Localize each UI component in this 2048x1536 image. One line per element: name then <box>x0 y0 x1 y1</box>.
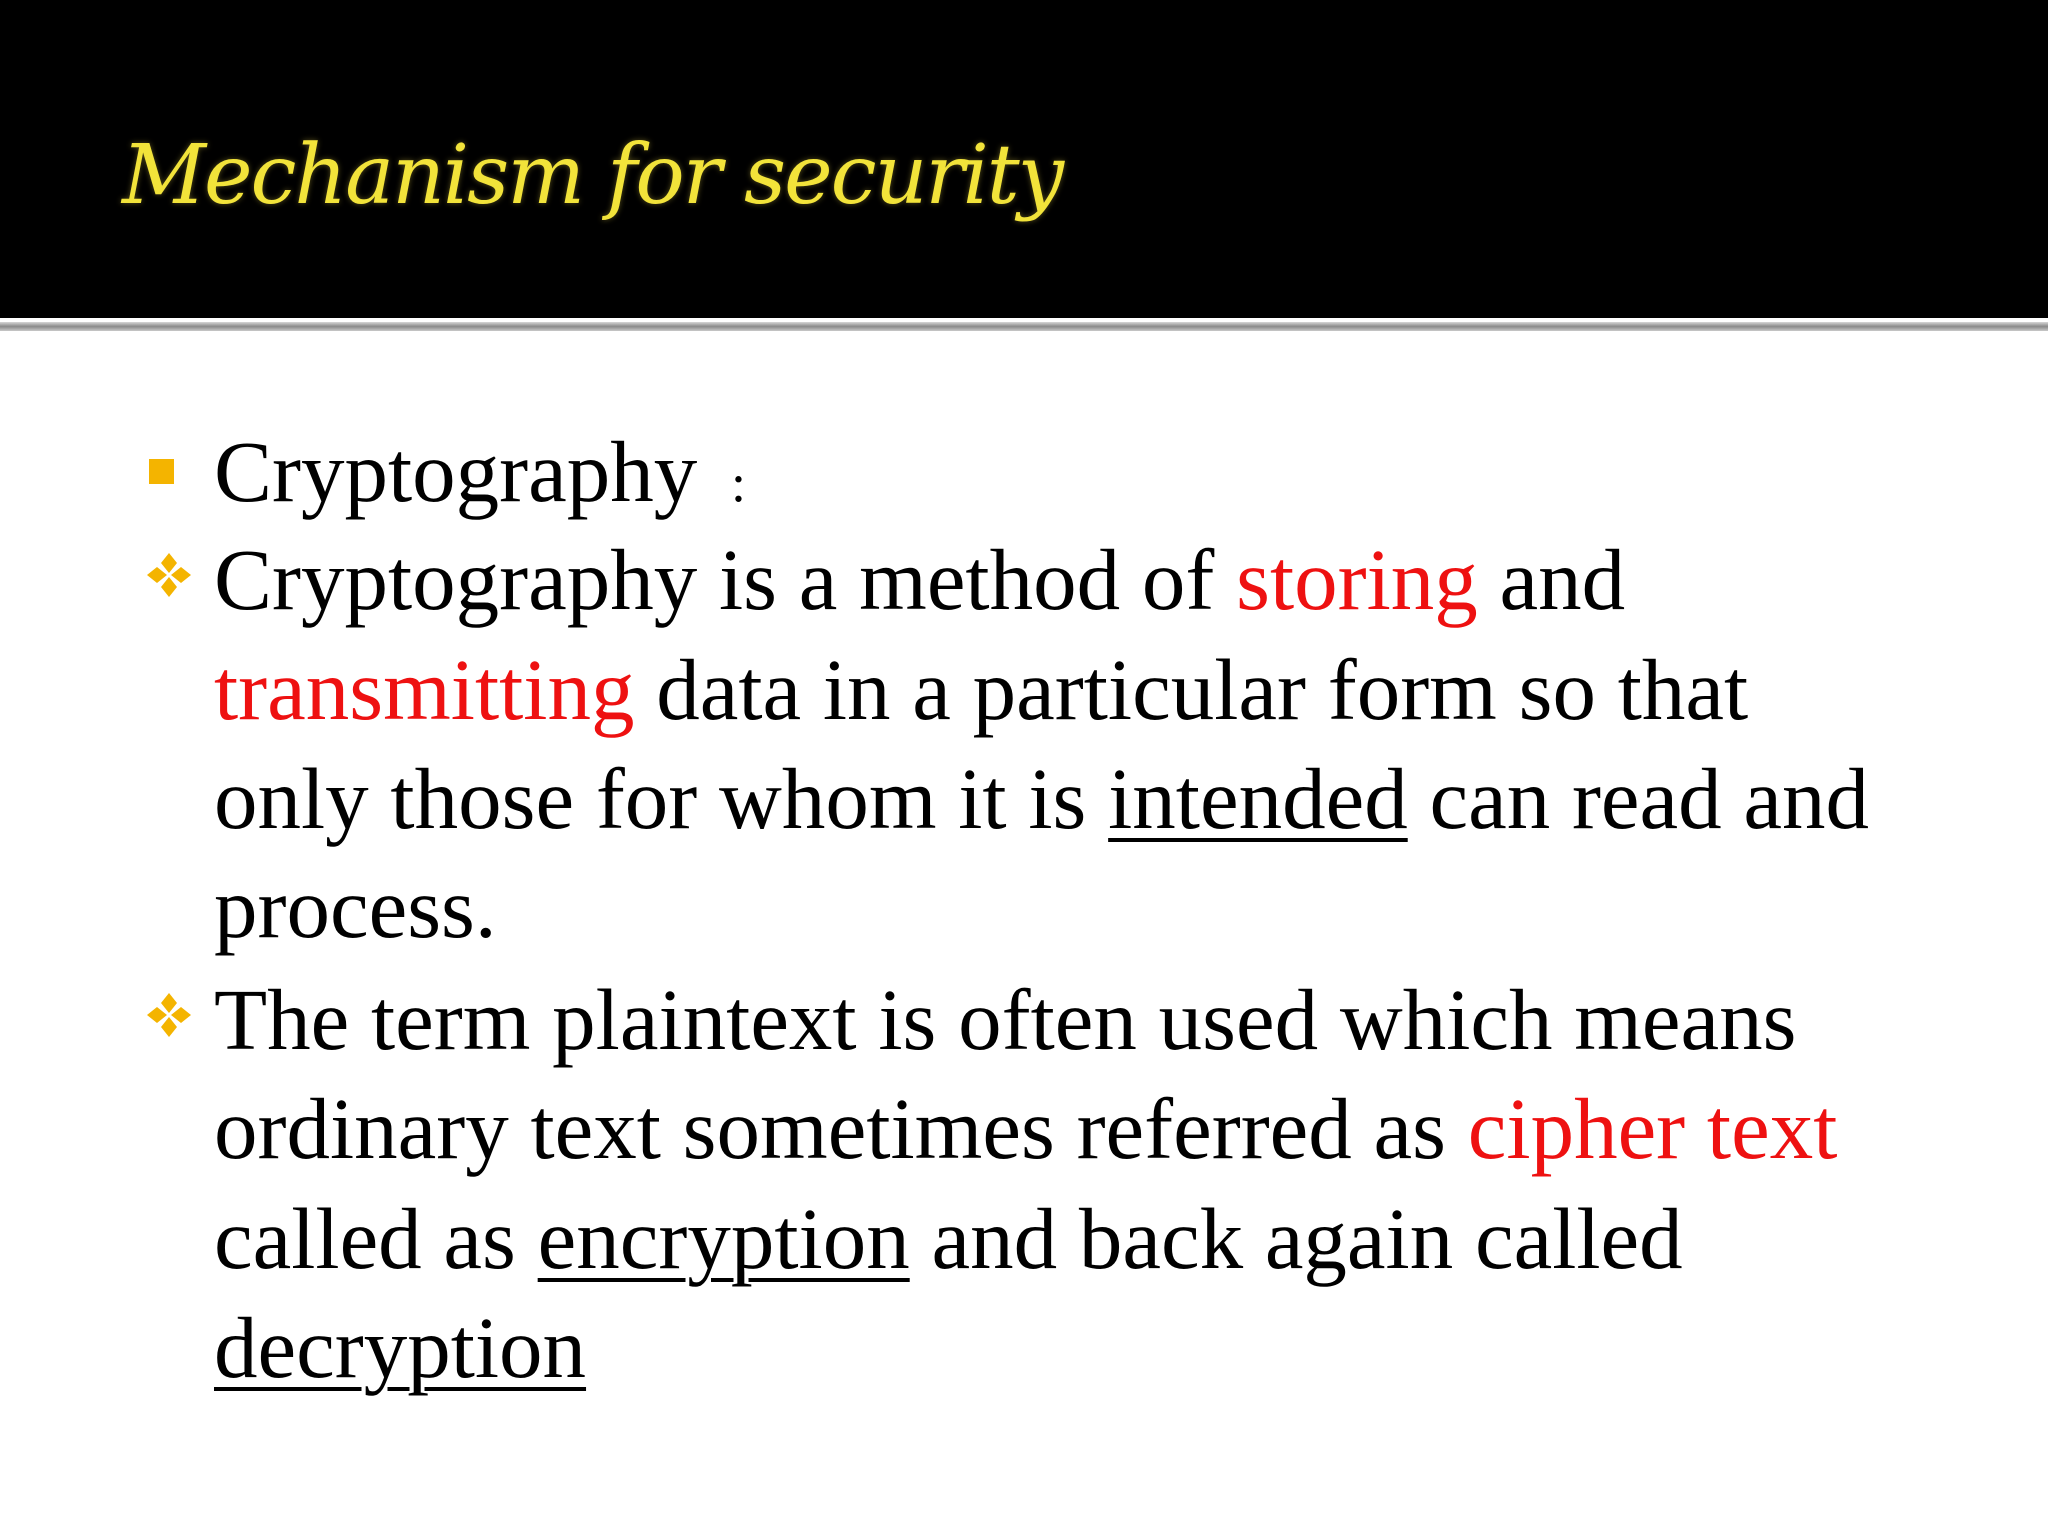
underlined-intended: intended <box>1108 750 1408 847</box>
bullet1-line3 <box>214 750 1870 847</box>
heading-line <box>214 423 747 520</box>
highlight-transmitting: transmitting <box>214 641 635 738</box>
bullet1-line2 <box>214 641 1749 738</box>
underlined-encryption: encryption <box>537 1190 910 1287</box>
highlight-cipher-text: cipher text <box>1467 1080 1838 1177</box>
bullet2-text-a: The term plaintext is often used which means <box>214 971 1797 1068</box>
heading-cryptography: Cryptography <box>214 423 698 520</box>
diamond-bullet-icon <box>144 550 194 600</box>
bullet2-text-c: called as <box>214 1190 538 1287</box>
bullet1-text-d: only those for whom it is <box>214 750 1109 847</box>
bullet2-line4 <box>214 1299 587 1396</box>
bullet2-text-d: and back again called <box>909 1190 1683 1287</box>
bullet1-text-b: and <box>1477 531 1626 628</box>
bullet2-line3 <box>214 1190 1683 1287</box>
bullet2-line1 <box>214 971 1797 1068</box>
underlined-decryption: decryption <box>214 1299 587 1396</box>
bullet2-line2 <box>214 1080 1838 1177</box>
slide-title: Mechanism for security <box>122 128 1063 223</box>
bullet1-text-a: Cryptography is a method of <box>214 531 1237 628</box>
bullet1-line4 <box>214 859 497 956</box>
bullet1-line1 <box>214 531 1626 628</box>
bullet1-text-c: data in a particular form so that <box>634 641 1749 738</box>
bullet1-text-e: can read and <box>1407 750 1870 847</box>
square-bullet-icon <box>149 459 174 484</box>
bullet1-text-f: process. <box>214 859 497 956</box>
bullet2-text-b: ordinary text sometimes referred as <box>214 1080 1468 1177</box>
highlight-storing: storing <box>1236 531 1478 628</box>
heading-colon: : <box>731 453 747 513</box>
diamond-bullet-icon <box>144 990 194 1040</box>
